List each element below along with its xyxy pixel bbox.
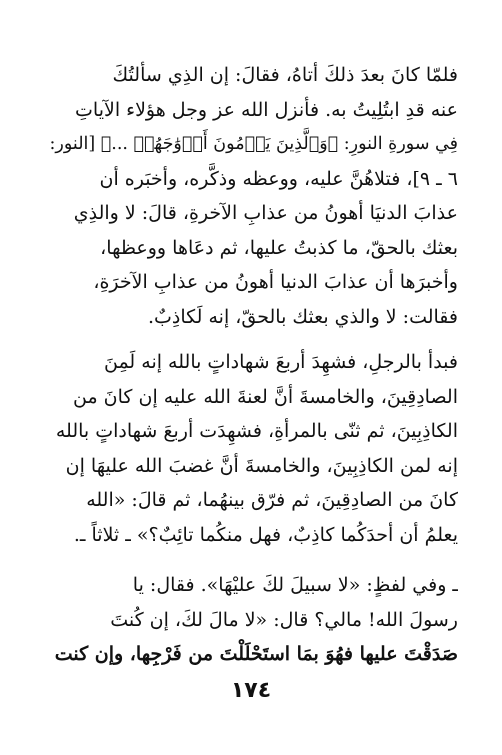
text-line: فلمّا كانَ بعدَ ذلكَ أتاهُ، فقالَ: إن الذِي سألتُكَ [112, 64, 458, 86]
text-line: إنه لمن الكاذِبِينَ، والخامسةَ أنَّ غضبَ الله عليهَا إن [65, 454, 458, 477]
text-line: رسولَ الله! مالي؟ قال: «لا مالَ لكَ، إن كُنتَ [110, 608, 458, 631]
text-line: فِي سورةِ النورِ: ﴿وَٱلَّذِينَ يَرۡمُونَ أَزۡوَٰجَهُمۡ ...﴾ [النور: [49, 134, 458, 154]
text-line: فبدأ بالرجلِ، فشهِدَ أربعَ شهاداتٍ بالله إنه لَمِنَ [103, 351, 458, 373]
text-line: وأخبرَها أن عذابَ الدنيا أهونُ من عذابِ الآخرَةِ، [93, 271, 458, 293]
text-line: ٦ ـ ٩]، فتلاهُنَّ عليه، ووعظه وذكَّره، وأخبَره أن [99, 167, 458, 190]
text-line: صَدَقْتَ عليها فهُوَ بمَا استَحْلَلْتَ من فَرْجِها، وإن كنت [54, 643, 458, 665]
text-line: ـ وفي لفظٍ: «لا سبيلَ لكَ عليْهَا». فقال: يا [132, 574, 458, 596]
text-line: عذابَ الدنيَا أهونُ من عذابِ الآخرةِ، قالَ: لا والذِي [73, 202, 458, 224]
text-line: كانَ من الصادِقِينَ، ثم فرّق بينهُما، ثم قالَ: «الله [86, 489, 458, 511]
text-line: عنه قدِ ابتُلِيتُ به. فأنزل الله عز وجل هؤلاء الآياتِ [75, 98, 458, 121]
page-number: ١٧٤ [230, 678, 272, 703]
paragraph-2 [44, 345, 458, 552]
text-line: بعثك بالحقّ، ما كذبتُ عليها، ثم دعَاها ووعظها، [100, 236, 458, 259]
paragraph-3 [44, 568, 458, 672]
text-line: الصادِقِينَ، والخامسةَ أنَّ لعنةَ الله عليه إن كانَ من [73, 385, 458, 408]
text-line: الكاذِبِينَ، ثم ثنّى بالمرأةِ، فشهِدَت أربعَ شهاداتٍ بالله [55, 420, 458, 442]
text-line: فقالت: لا والذي بعثك بالحقّ، إنه لَكاذِبٌ. [147, 305, 458, 328]
paragraph-1 [44, 58, 458, 334]
text-line: يعلمُ أن أحدَكُما كاذِبٌ، فهل منكُما تائِبٌ؟» ـ ثلاثاً ـ. [73, 523, 458, 546]
